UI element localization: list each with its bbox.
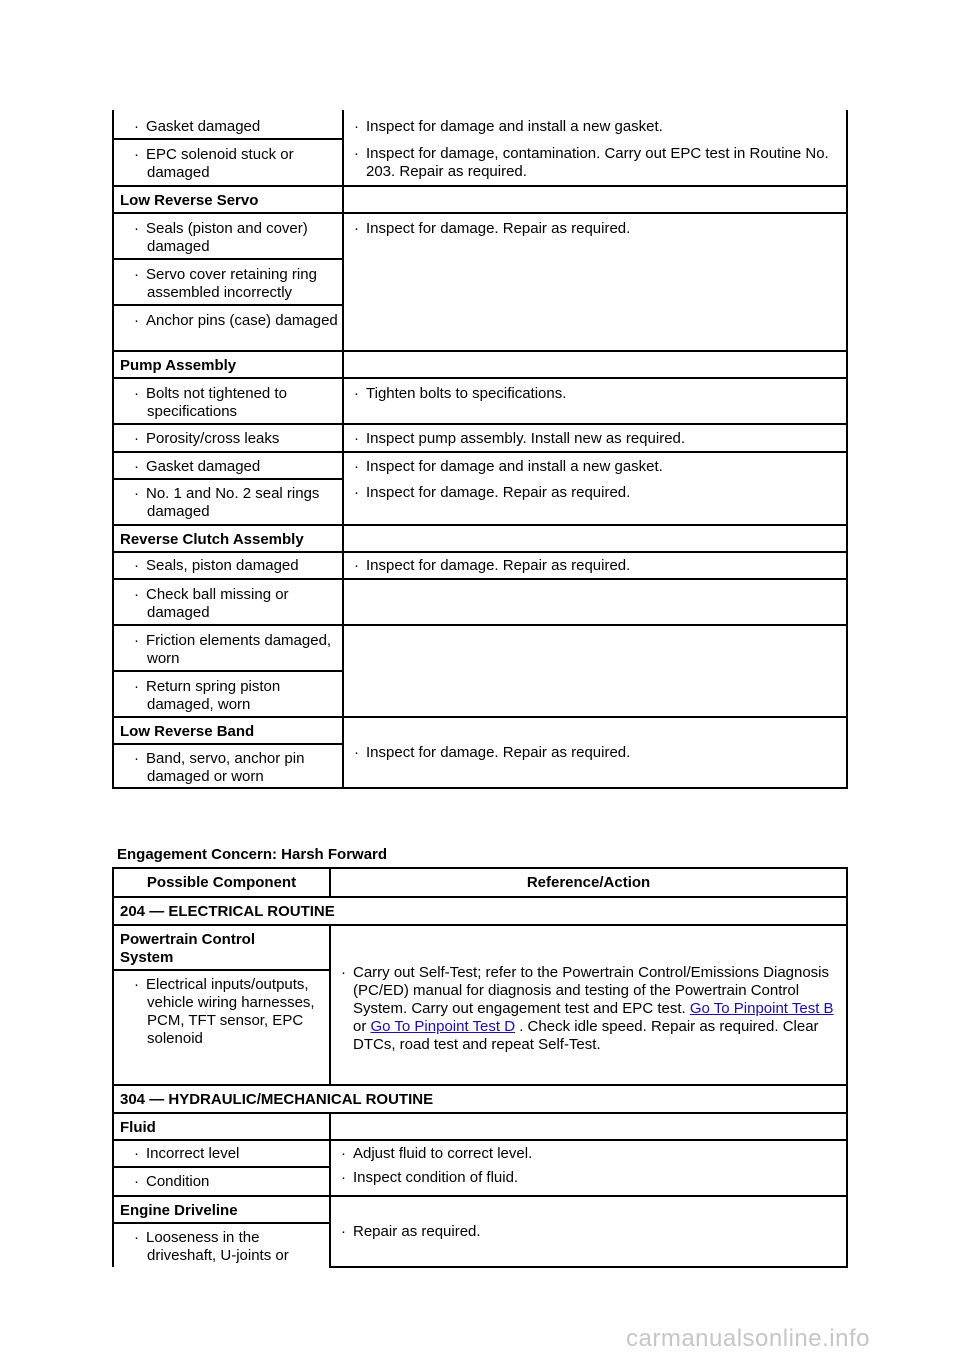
table-row: · Check ball missing or damaged — [113, 579, 343, 625]
section-header: 204 — ELECTRICAL ROUTINE — [113, 897, 847, 925]
table-row: · Incorrect level — [113, 1140, 330, 1167]
table-row: · EPC solenoid stuck or damaged — [113, 139, 343, 186]
table-row: · No. 1 and No. 2 seal rings damaged — [113, 479, 343, 525]
diagnosis-table-continued: · Gasket damaged · Inspect for damage and install a new gasket. · EPC solenoid stuck or damaged · Inspect for damage, contamination. Carry out EPC test in Routine No. 203. Repair as required. Low Reverse Servo · Seals (piston and cover) damaged · Inspect for damage. Repair as required. · Servo cover retaining ring assembled incorrectly · Anchor pins (case) damaged Pump Assembly · Bolts not tightened to specifications · Tighten bolts to specifications. · Porosity/cross leaks · Inspect pump assembly. Install new as required. · Gasket damaged · Inspect for damage and install a new gasket. · No. 1 and No. 2 seal rings damaged · Inspect for damage. Repair as required. Reverse Clutch Assembly · Seals, piston damaged · Inspect for damage. Repair as required. · Check ball missing or damaged · Friction elements damaged, worn · Return spring piston damaged, worn Low Reverse Band · Inspect for damage. Repair as required. · Band, servo, anchor pin damaged or worn — [112, 110, 848, 789]
table-row: · Seals (piston and cover) damaged — [113, 213, 343, 259]
table-row: · Gasket damaged — [113, 110, 343, 139]
section-header: Low Reverse Servo — [113, 186, 343, 213]
table-row: · Porosity/cross leaks — [113, 424, 343, 452]
watermark: carmanualsonline.info — [626, 1325, 870, 1352]
section-header: Engine Driveline — [113, 1196, 330, 1223]
table-row: · Gasket damaged — [113, 452, 343, 479]
pinpoint-test-b-link[interactable]: Go To Pinpoint Test B — [689, 1000, 834, 1017]
column-header-component: Possible Component — [113, 868, 330, 897]
table-row: · Return spring piston damaged, worn — [113, 671, 343, 717]
table-row: · Band, servo, anchor pin damaged or worn — [113, 744, 343, 788]
table-row: · Bolts not tightened to specifications — [113, 378, 343, 424]
section-header: Reverse Clutch Assembly — [113, 525, 343, 552]
pinpoint-test-d-link[interactable]: Go To Pinpoint Test D — [370, 1018, 516, 1035]
section-header: Powertrain Control System — [113, 925, 330, 970]
section-header: Fluid — [113, 1113, 330, 1140]
section-header: Pump Assembly — [113, 351, 343, 378]
table-row: · Electrical inputs/outputs, vehicle wiring harnesses, PCM, TFT sensor, EPC solenoid — [113, 970, 330, 1085]
table-caption: Engagement Concern: Harsh Forward — [117, 846, 388, 863]
engagement-concern-table: Possible Component Reference/Action 204 — ELECTRICAL ROUTINE Powertrain Control System · Carry out Self-Test; refer to the Powertrain Control/Emissions Diagnosis (PC/ED) manual for diagnosis and testing of the Powertrain Control System. Carry out engagement test and EPC test. Go To Pinpoint Test B or Go To Pinpoint Test D . Check idle speed. Repair as required. Clear DTCs, road test and repeat Self-Test. · Electrical inputs/outputs, vehicle wiring harnesses, PCM, TFT sensor, EPC solenoid 304 — HYDRAULIC/MECHANICAL ROUTINE Fluid · Incorrect level · Adjust fluid to correct level. · Condition · Inspect condition of fluid. Engine Driveline · Repair as required. · Looseness in the driveshaft, U-joints or — [112, 867, 848, 1268]
section-header: Low Reverse Band — [113, 717, 343, 744]
table-row: · Looseness in the driveshaft, U-joints or — [113, 1223, 330, 1267]
table-row: · Seals, piston damaged — [113, 552, 343, 579]
table-row: · Condition — [113, 1167, 330, 1196]
table-row: · Anchor pins (case) damaged — [113, 305, 343, 351]
section-header: 304 — HYDRAULIC/MECHANICAL ROUTINE — [113, 1085, 847, 1113]
table-row: · Friction elements damaged, worn — [113, 625, 343, 671]
column-header-action: Reference/Action — [330, 868, 847, 897]
table-row: · Servo cover retaining ring assembled incorrectly — [113, 259, 343, 305]
